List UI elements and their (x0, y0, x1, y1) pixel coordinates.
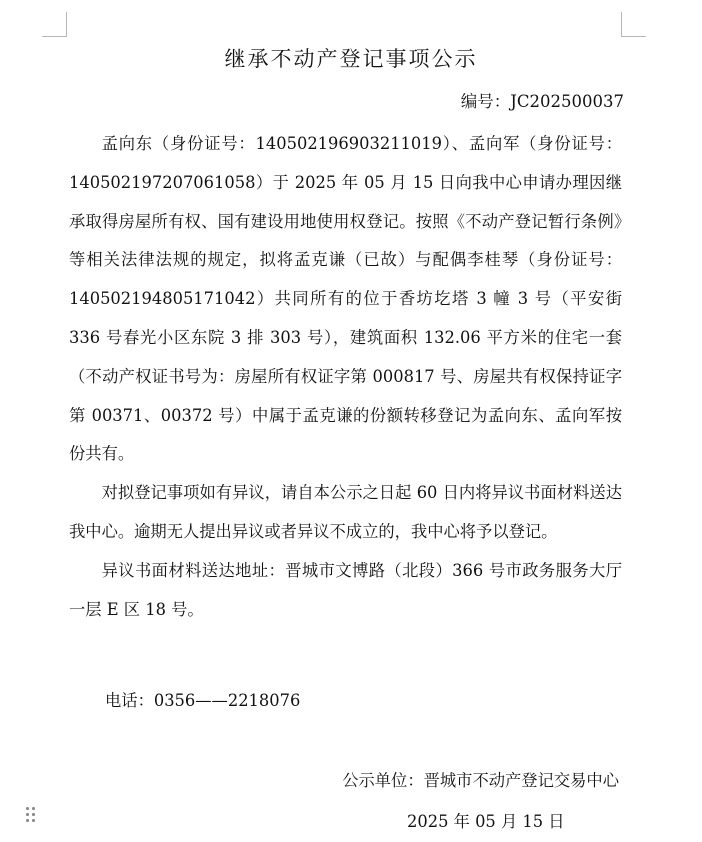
contact-phone: 电话：0356——2218076 (105, 691, 301, 710)
paragraph-main: 孟向东（身份证号：140502196903211019）、孟向军（身份证号：140502197207061058）于 2025 年 05 月 15 日向我中心申请办理因继承取得房屋所有权、国有建设用地使用权登记。按照《不动产登记暂行条例》等相关法律法规的规定，拟将孟克谦（已故）与配偶李桂琴（身份证号：140502194805171042）共同所有的位于香坊圪塔 3 幢 3 号（平安街 336 号春光小区东院 3 排 303 号），建筑面积 132.06 平方米的住宅一套（不动产权证书号为：房屋所有权证字第 000817 号、房屋共有权保持证字第 00371、00372 号）中属于孟克谦的份额转移登记为孟向东、孟向军按份共有。 (69, 134, 622, 464)
document-body (69, 125, 622, 629)
paragraph-objection: 对拟登记事项如有异议，请自本公示之日起 60 日内将异议书面材料送达我中心。逾期无人提出异议或者异议不成立的，我中心将予以登记。 (69, 483, 622, 541)
paragraph-address: 异议书面材料送达地址：晋城市文博路（北段）366 号市政务服务大厅一层 E 区 18 号。 (69, 560, 622, 619)
publishing-unit: 公示单位：晋城市不动产登记交易中心 (342, 771, 619, 790)
publication-date: 2025 年 05 月 15 日 (407, 812, 565, 831)
page-corner-mark-top-left (42, 12, 67, 37)
document-title: 继承不动产登记事项公示 (224, 47, 478, 71)
document-number: 编号：JC202500037 (460, 92, 624, 111)
drag-handle-icon[interactable] (26, 806, 38, 824)
page-corner-mark-top-right (621, 12, 646, 37)
